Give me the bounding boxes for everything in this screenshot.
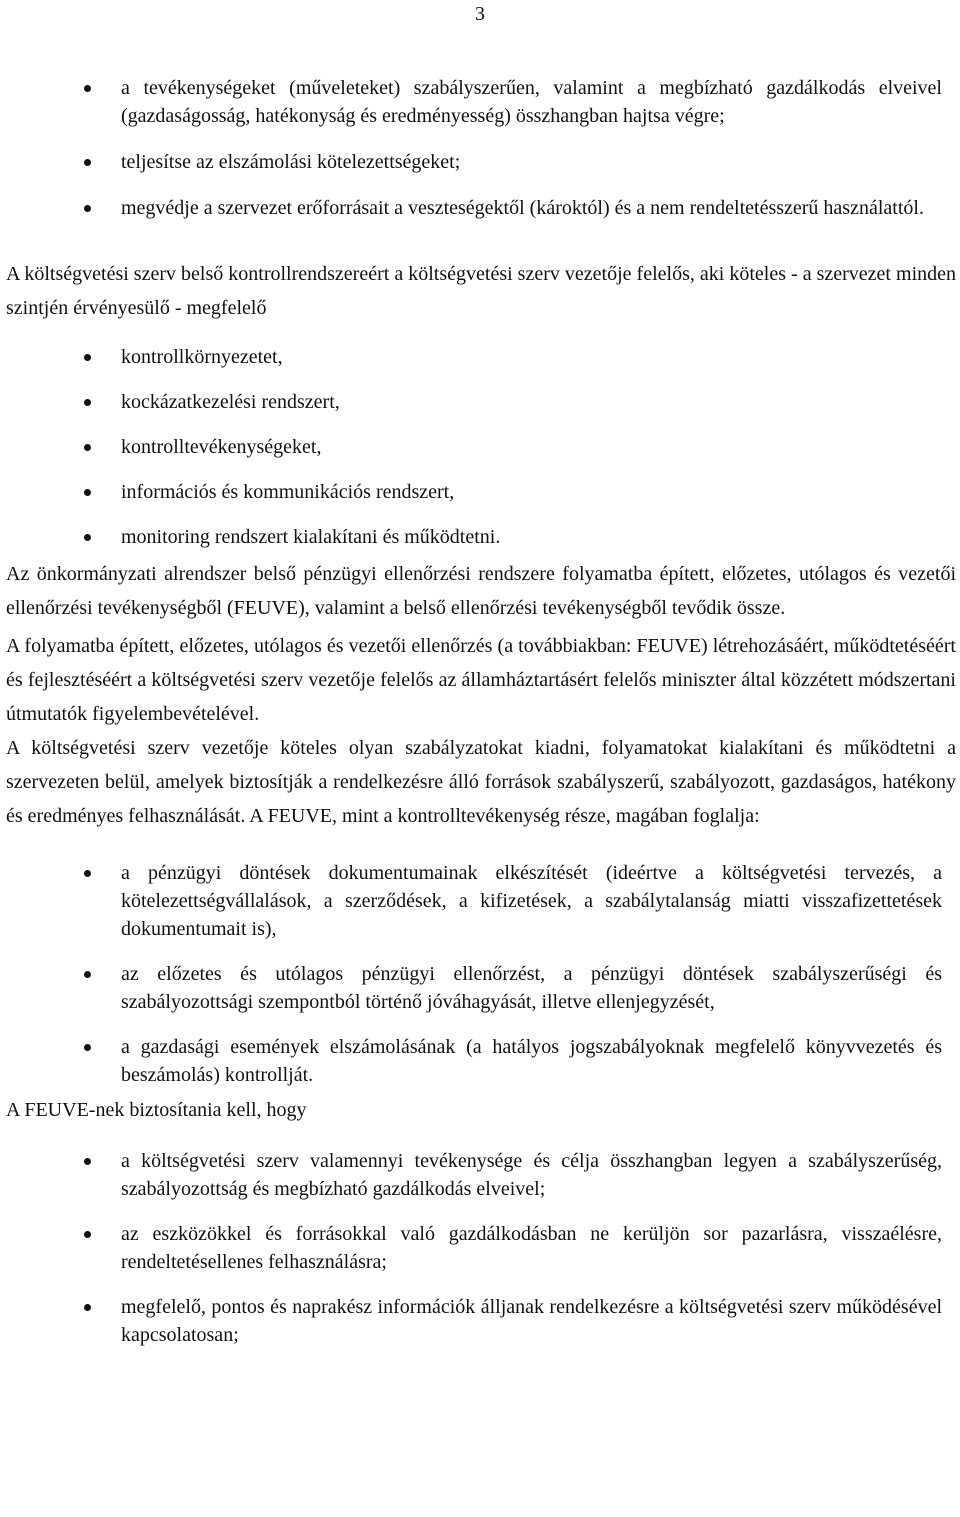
bullet-icon bbox=[84, 971, 91, 978]
list-item bbox=[6, 74, 956, 130]
list-item bbox=[6, 1033, 956, 1089]
list-item-text: az eszközökkel és forrásokkal való gazdálkodásban ne kerüljön sor pazarlásra, visszaélésre, rendeltetésellenes felhasználásra; bbox=[121, 1223, 942, 1273]
bullet-icon bbox=[84, 205, 91, 212]
list-item bbox=[6, 523, 956, 551]
feuve-responsibility-paragraph: A folyamatba épített, előzetes, utólagos és vezetői ellenőrzés (a továbbiakban: FEUVE) létrehozásáért, működtetéséért és fejlesztéséért a költségvetési szerv vezetője felelős az államháztartásért felelős miniszter által közzétett módszertani útmutatók figyelembevételével. bbox=[6, 635, 956, 725]
list-item bbox=[6, 1147, 956, 1203]
control-elements-list bbox=[6, 343, 956, 551]
feuve-requirements-intro: A FEUVE-nek biztosítania kell, hogy bbox=[6, 1099, 307, 1121]
list-item-text: a gazdasági események elszámolásának (a hatályos jogszabályoknak megfelelő könyvvezetés és beszámolás) kontrollját. bbox=[121, 1036, 942, 1086]
bullet-icon bbox=[84, 85, 91, 92]
list-item bbox=[6, 433, 956, 461]
list-item bbox=[6, 148, 956, 176]
feuve-components-list bbox=[6, 859, 956, 1089]
document-body bbox=[6, 74, 956, 1349]
bullet-icon bbox=[84, 159, 91, 166]
list-item-text: teljesítse az elszámolási kötelezettségeket; bbox=[121, 151, 461, 173]
list-item-text: kontrollkörnyezetet, bbox=[121, 346, 283, 368]
list-item-text: az előzetes és utólagos pénzügyi ellenőrzést, a pénzügyi döntések szabályszerűségi és szabályozottsági szempontból történő jóváhagyását, illetve ellenjegyzését, bbox=[121, 963, 942, 1013]
list-item bbox=[6, 343, 956, 371]
list-item bbox=[6, 960, 956, 1016]
list-item-text: kockázatkezelési rendszert, bbox=[121, 391, 340, 413]
list-item-text: a tevékenységeket (műveleteket) szabályszerűen, valamint a megbízható gazdálkodás elveivel (gazdaságosság, hatékonyság és eredményesség) összhangban hajtsa végre; bbox=[121, 77, 942, 127]
list-item bbox=[6, 1293, 956, 1349]
list-item-text: megfelelő, pontos és naprakész információk álljanak rendelkezésre a költségvetési szerv működésével kapcsolatosan; bbox=[121, 1296, 942, 1346]
list-item-text: információs és kommunikációs rendszert, bbox=[121, 481, 455, 503]
feuve-scope-paragraph: A költségvetési szerv vezetője köteles olyan szabályzatokat kiadni, folyamatokat kialakítani és működtetni a szervezeten belül, amelyek biztosítják a rendelkezésre álló források szabályszerű, szabályozott, gazdaságos, hatékony és eredményes felhasználását. A FEUVE, mint a kontrolltevékenység része, magában foglalja: bbox=[6, 737, 956, 827]
bullet-icon bbox=[84, 1231, 91, 1238]
list-item bbox=[6, 859, 956, 943]
control-objectives-list bbox=[6, 74, 956, 222]
bullet-icon bbox=[84, 870, 91, 877]
list-item bbox=[6, 388, 956, 416]
page-number: 3 bbox=[475, 3, 485, 25]
list-item-text: a költségvetési szerv valamennyi tevékenysége és célja összhangban legyen a szabályszerűség, szabályozottság és megbízható gazdálkodás elveivel; bbox=[121, 1150, 942, 1200]
list-item-text: monitoring rendszert kialakítani és működtetni. bbox=[121, 526, 501, 548]
list-item bbox=[6, 478, 956, 506]
list-item-text: a pénzügyi döntések dokumentumainak elkészítését (ideértve a költségvetési tervezés, a kötelezettségvállalások, a szerződések, a kifizetések, a szabálytalanság miatti visszafizettetések dokumentumait is), bbox=[121, 862, 942, 940]
bullet-icon bbox=[84, 1158, 91, 1165]
list-item bbox=[6, 1220, 956, 1276]
bullet-icon bbox=[84, 444, 91, 451]
list-item-text: megvédje a szervezet erőforrásait a veszteségektől (károktól) és a nem rendeltetésszerű használattól. bbox=[121, 197, 924, 219]
bullet-icon bbox=[84, 1044, 91, 1051]
feuve-requirements-list bbox=[6, 1147, 956, 1349]
bullet-icon bbox=[84, 1304, 91, 1311]
list-item-text: kontrolltevékenységeket, bbox=[121, 436, 322, 458]
internal-control-paragraph: A költségvetési szerv belső kontrollrendszereért a költségvetési szerv vezetője felelős, aki köteles - a szervezet minden szintjén érvényesülő - megfelelő bbox=[6, 263, 956, 319]
list-item bbox=[6, 194, 956, 222]
bullet-icon bbox=[84, 354, 91, 361]
bullet-icon bbox=[84, 534, 91, 541]
financial-control-paragraph: Az önkormányzati alrendszer belső pénzügyi ellenőrzési rendszere folyamatba épített, előzetes, utólagos és vezetői ellenőrzési tevékenységből (FEUVE), valamint a belső ellenőrzési tevékenységből tevődik össze. bbox=[6, 563, 956, 619]
bullet-icon bbox=[84, 489, 91, 496]
bullet-icon bbox=[84, 399, 91, 406]
